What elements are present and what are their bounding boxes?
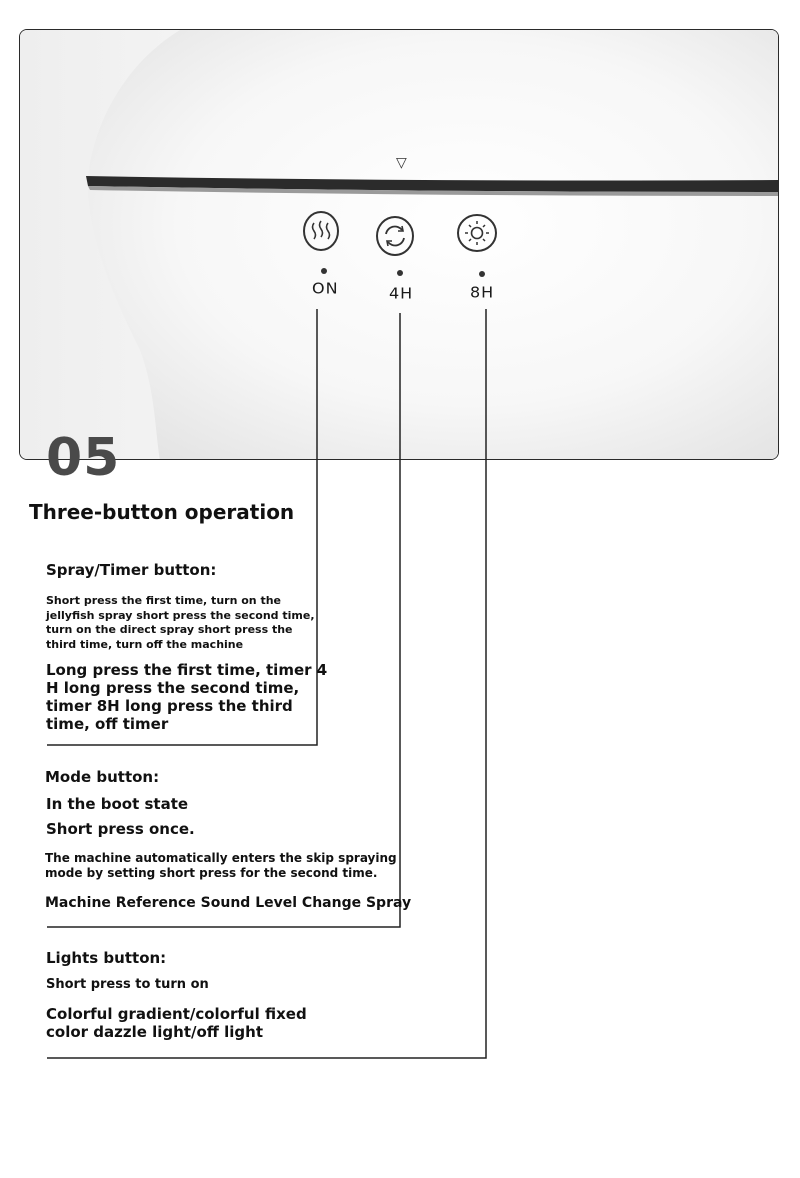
mode-boot-state: In the boot state <box>46 795 189 813</box>
lights-desc: Colorful gradient/colorful fixed color dazzle light/off light <box>46 1005 307 1041</box>
mode-short-press: Short press once. <box>46 820 195 838</box>
indicator-triangle: ▽ <box>396 155 407 171</box>
mode-sound-level: Machine Reference Sound Level Change Spray <box>45 895 412 911</box>
button-label-8h: 8H <box>470 283 495 302</box>
spray-long-press-text: Long press the first time, timer 4 H long press the second time, timer 8H long press the third time, off timer <box>46 661 328 733</box>
section-title: Three-button operation <box>29 500 295 524</box>
lights-short-press: Short press to turn on <box>46 977 209 992</box>
button-label-4h: 4H <box>389 284 414 303</box>
mode-heading: Mode button: <box>45 768 160 786</box>
spray-timer-heading: Spray/Timer button: <box>46 561 217 579</box>
button-label-on: ON <box>312 279 339 298</box>
spray-short-press-text: Short press the first time, turn on the jellyfish spray short press the second time, turn on the direct spray short press the third time, turn off the machine <box>46 594 315 651</box>
section-number: 05 <box>46 428 121 488</box>
lights-heading: Lights button: <box>46 949 167 967</box>
mode-desc: The machine automatically enters the skip spraying mode by setting short press for the second time. <box>45 851 397 880</box>
